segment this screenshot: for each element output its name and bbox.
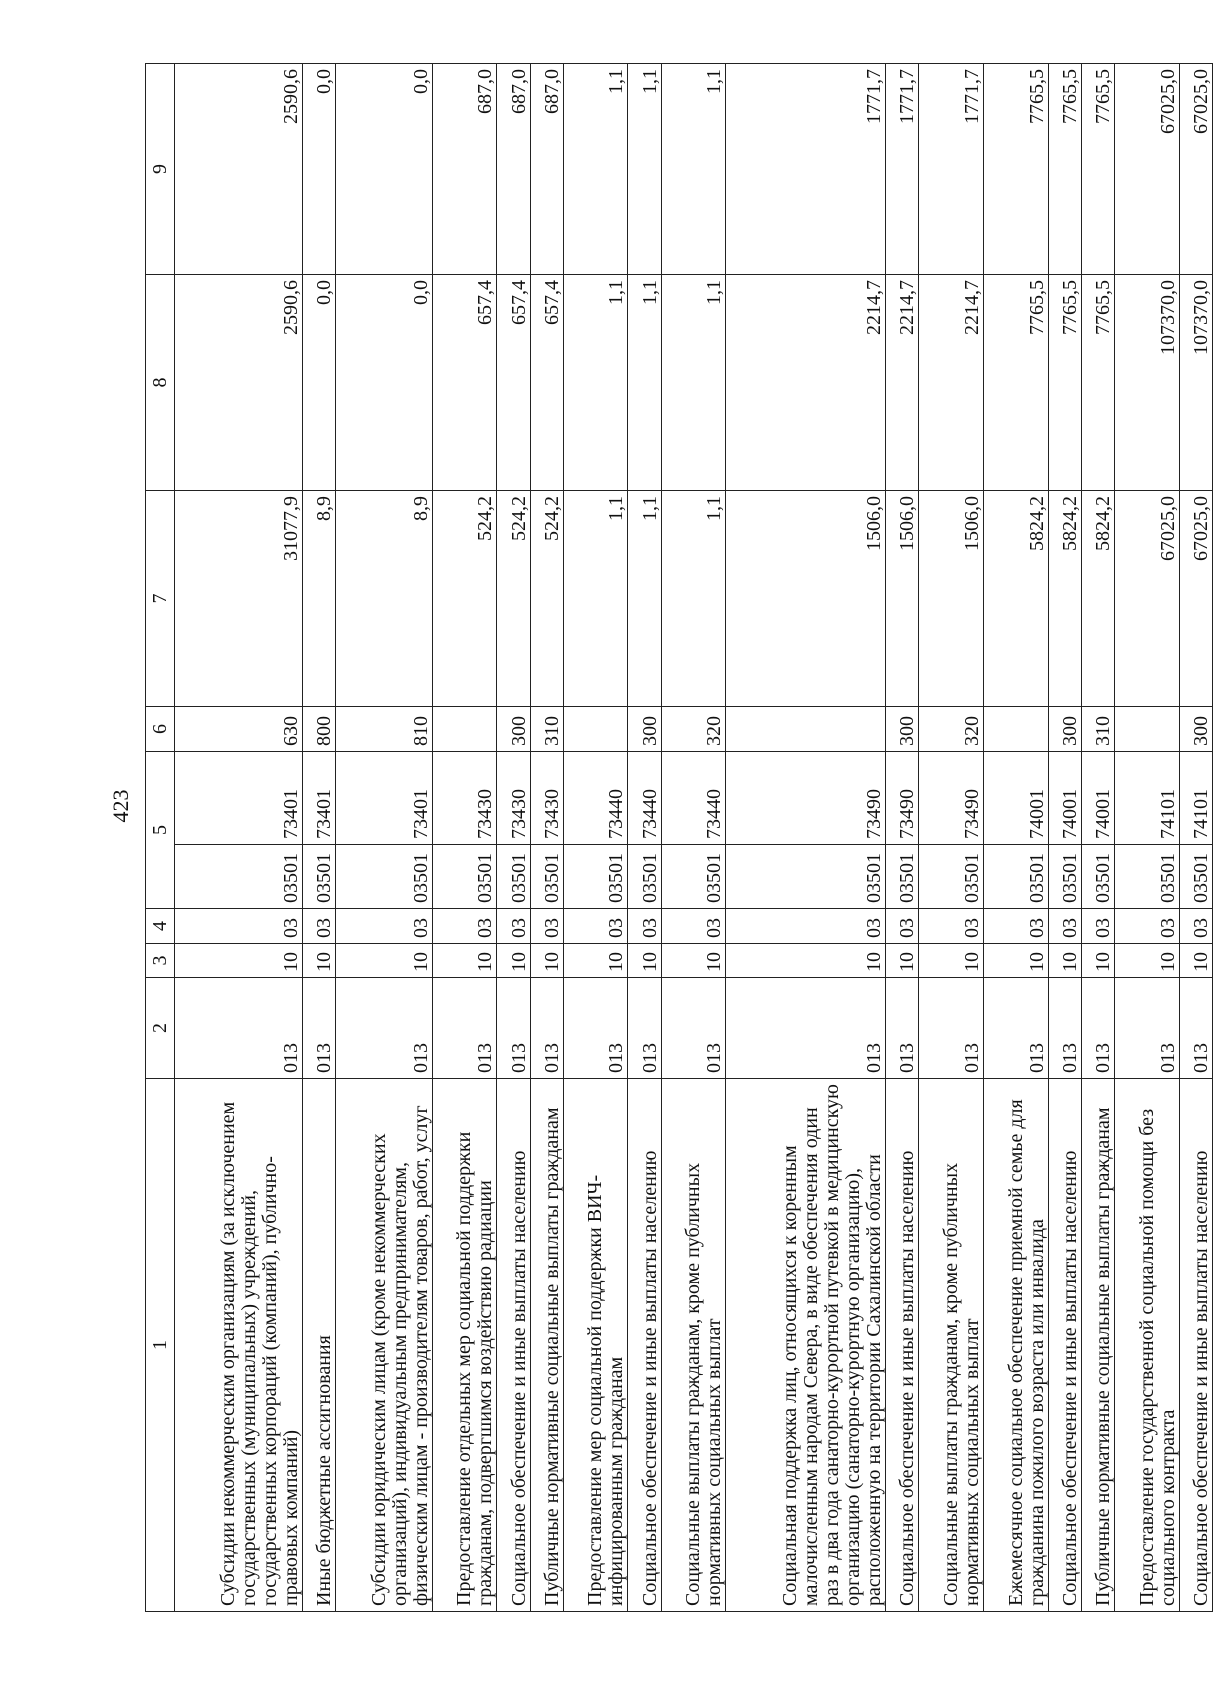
- row-name-cell: Социальная поддержка лиц, относящихся к коренным малочисленным народам Севера, в виде обеспечения один раз в два года санаторно-курортной путевкой в медицинскую организацию (санаторно-курортную организацию), расположенную на территории Сахалинской области: [726, 1079, 886, 1612]
- amount-col8-cell: 2214,7: [726, 275, 886, 491]
- row-name-cell: Социальное обеспечение и иные выплаты населению: [628, 1079, 661, 1612]
- amount-col8-cell: 1,1: [661, 275, 726, 491]
- expense-type-cell: 300: [886, 707, 919, 752]
- row-name-cell: Публичные нормативные социальные выплаты гражданам: [1081, 1079, 1114, 1612]
- program-code-cell: 03501: [563, 845, 628, 909]
- section-cell: 10: [983, 944, 1048, 978]
- amount-col8-cell: 657,4: [497, 275, 530, 491]
- subsection-cell: 03: [1179, 909, 1212, 944]
- section-cell: 10: [336, 944, 432, 978]
- ministry-code-cell: 013: [628, 978, 661, 1079]
- expense-type-cell: [983, 707, 1048, 752]
- row-name-cell: Ежемесячное социальное обеспечение приемной семье для гражданина пожилого возраста или инвалида: [983, 1079, 1048, 1612]
- table-row: [628, 64, 661, 1612]
- section-cell: 10: [661, 944, 726, 978]
- amount-col8-cell: 7765,5: [1048, 275, 1081, 491]
- subsection-cell: 03: [628, 909, 661, 944]
- program-code-cell: 03501: [983, 845, 1048, 909]
- row-name-cell: Предоставление мер социальной поддержки ВИЧ-инфицированным гражданам: [563, 1079, 628, 1612]
- table-row: [175, 64, 303, 1612]
- target-code-cell: 73401: [303, 752, 336, 845]
- program-code-cell: 03501: [1179, 845, 1212, 909]
- table-row: [1179, 64, 1212, 1612]
- subsection-cell: 03: [1114, 909, 1179, 944]
- target-code-cell: 74001: [1081, 752, 1114, 845]
- target-code-cell: 74001: [1048, 752, 1081, 845]
- amount-col9-cell: 1771,7: [886, 64, 919, 275]
- program-code-cell: 03501: [1048, 845, 1081, 909]
- amount-col7-cell: 67025,0: [1179, 491, 1212, 707]
- subsection-cell: 03: [530, 909, 563, 944]
- amount-col7-cell: 5824,2: [1081, 491, 1114, 707]
- expense-type-cell: 300: [497, 707, 530, 752]
- amount-col9-cell: 1,1: [628, 64, 661, 275]
- row-name-cell: Предоставление отдельных мер социальной поддержки гражданам, подвергшимся воздействию радиации: [432, 1079, 497, 1612]
- target-code-cell: 73401: [175, 752, 303, 845]
- header-cell: 8: [146, 275, 175, 491]
- amount-col9-cell: 7765,5: [983, 64, 1048, 275]
- table-body: [175, 64, 1213, 1612]
- amount-col8-cell: 0,0: [336, 275, 432, 491]
- amount-col7-cell: 1506,0: [886, 491, 919, 707]
- expense-type-cell: 810: [336, 707, 432, 752]
- expense-type-cell: 630: [175, 707, 303, 752]
- header-cell: 5: [146, 752, 175, 909]
- header-cell: 4: [146, 909, 175, 944]
- section-cell: 10: [886, 944, 919, 978]
- expense-type-cell: 310: [1081, 707, 1114, 752]
- amount-col7-cell: 31077,9: [175, 491, 303, 707]
- ministry-code-cell: 013: [1114, 978, 1179, 1079]
- amount-col7-cell: 1,1: [661, 491, 726, 707]
- amount-col9-cell: 687,0: [530, 64, 563, 275]
- target-code-cell: 73430: [432, 752, 497, 845]
- expense-type-cell: 320: [661, 707, 726, 752]
- subsection-cell: 03: [336, 909, 432, 944]
- row-name-cell: Социальные выплаты гражданам, кроме публичных нормативных социальных выплат: [661, 1079, 726, 1612]
- table-row: [1114, 64, 1179, 1612]
- program-code-cell: 03501: [919, 845, 984, 909]
- program-code-cell: 03501: [628, 845, 661, 909]
- amount-col7-cell: 524,2: [497, 491, 530, 707]
- expense-type-cell: [1114, 707, 1179, 752]
- ministry-code-cell: 013: [497, 978, 530, 1079]
- expense-type-cell: 800: [303, 707, 336, 752]
- target-code-cell: 74101: [1114, 752, 1179, 845]
- ministry-code-cell: 013: [530, 978, 563, 1079]
- table-row: [303, 64, 336, 1612]
- program-code-cell: 03501: [303, 845, 336, 909]
- amount-col8-cell: 7765,5: [983, 275, 1048, 491]
- amount-col8-cell: 2590,6: [175, 275, 303, 491]
- subsection-cell: 03: [726, 909, 886, 944]
- target-code-cell: 73490: [726, 752, 886, 845]
- amount-col7-cell: 8,9: [336, 491, 432, 707]
- program-code-cell: 03501: [530, 845, 563, 909]
- amount-col7-cell: 524,2: [432, 491, 497, 707]
- target-code-cell: 73401: [336, 752, 432, 845]
- amount-col9-cell: 7765,5: [1048, 64, 1081, 275]
- subsection-cell: 03: [1081, 909, 1114, 944]
- amount-col7-cell: 1,1: [628, 491, 661, 707]
- amount-col8-cell: 2214,7: [919, 275, 984, 491]
- program-code-cell: 03501: [1114, 845, 1179, 909]
- section-cell: 10: [530, 944, 563, 978]
- row-name-cell: Публичные нормативные социальные выплаты гражданам: [530, 1079, 563, 1612]
- target-code-cell: 73430: [530, 752, 563, 845]
- section-cell: 10: [432, 944, 497, 978]
- section-cell: 10: [1114, 944, 1179, 978]
- table-row: [886, 64, 919, 1612]
- amount-col9-cell: 0,0: [303, 64, 336, 275]
- program-code-cell: 03501: [661, 845, 726, 909]
- subsection-cell: 03: [303, 909, 336, 944]
- amount-col9-cell: 687,0: [497, 64, 530, 275]
- program-code-cell: 03501: [726, 845, 886, 909]
- expense-type-cell: [563, 707, 628, 752]
- table-row: [432, 64, 497, 1612]
- ministry-code-cell: 013: [1179, 978, 1212, 1079]
- amount-col9-cell: 1771,7: [726, 64, 886, 275]
- subsection-cell: 03: [175, 909, 303, 944]
- row-name-cell: Предоставление государственной социальной помощи без социального контракта: [1114, 1079, 1179, 1612]
- subsection-cell: 03: [661, 909, 726, 944]
- row-name-cell: Субсидии некоммерческим организациям (за исключением государственных (муниципальных) учреждений, государственных корпораций (компаний), публично-правовых компаний): [175, 1079, 303, 1612]
- ministry-code-cell: 013: [1048, 978, 1081, 1079]
- ministry-code-cell: 013: [919, 978, 984, 1079]
- row-name-cell: Социальное обеспечение и иные выплаты населению: [497, 1079, 530, 1612]
- subsection-cell: 03: [919, 909, 984, 944]
- target-code-cell: 73440: [661, 752, 726, 845]
- amount-col9-cell: 687,0: [432, 64, 497, 275]
- amount-col7-cell: 1506,0: [919, 491, 984, 707]
- header-cell: 7: [146, 491, 175, 707]
- row-name-cell: Социальные выплаты гражданам, кроме публичных нормативных социальных выплат: [919, 1079, 984, 1612]
- table-row: [661, 64, 726, 1612]
- expense-type-cell: 300: [1048, 707, 1081, 752]
- ministry-code-cell: 013: [175, 978, 303, 1079]
- amount-col9-cell: 7765,5: [1081, 64, 1114, 275]
- table-row: [983, 64, 1048, 1612]
- table-row: [530, 64, 563, 1612]
- amount-col9-cell: 1,1: [661, 64, 726, 275]
- expense-type-cell: [432, 707, 497, 752]
- amount-col9-cell: 0,0: [336, 64, 432, 275]
- target-code-cell: 73440: [563, 752, 628, 845]
- ministry-code-cell: 013: [886, 978, 919, 1079]
- target-code-cell: 73440: [628, 752, 661, 845]
- amount-col9-cell: 67025,0: [1179, 64, 1212, 275]
- row-name-cell: Социальное обеспечение и иные выплаты населению: [886, 1079, 919, 1612]
- amount-col7-cell: 1506,0: [726, 491, 886, 707]
- amount-col8-cell: 657,4: [530, 275, 563, 491]
- amount-col8-cell: 7765,5: [1081, 275, 1114, 491]
- section-cell: 10: [1048, 944, 1081, 978]
- amount-col8-cell: 107370,0: [1114, 275, 1179, 491]
- target-code-cell: 74101: [1179, 752, 1212, 845]
- subsection-cell: 03: [432, 909, 497, 944]
- ministry-code-cell: 013: [563, 978, 628, 1079]
- ministry-code-cell: 013: [1081, 978, 1114, 1079]
- amount-col8-cell: 107370,0: [1179, 275, 1212, 491]
- expense-type-cell: [726, 707, 886, 752]
- header-cell: 3: [146, 944, 175, 978]
- amount-col8-cell: 657,4: [432, 275, 497, 491]
- header-cell: 2: [146, 978, 175, 1079]
- subsection-cell: 03: [1048, 909, 1081, 944]
- page-number: 423: [108, 789, 133, 823]
- program-code-cell: 03501: [886, 845, 919, 909]
- amount-col7-cell: 1,1: [563, 491, 628, 707]
- program-code-cell: 03501: [497, 845, 530, 909]
- ministry-code-cell: 013: [983, 978, 1048, 1079]
- amount-col9-cell: 2590,6: [175, 64, 303, 275]
- header-row: [146, 64, 175, 1612]
- table-row: [1081, 64, 1114, 1612]
- section-cell: 10: [497, 944, 530, 978]
- ministry-code-cell: 013: [432, 978, 497, 1079]
- ministry-code-cell: 013: [726, 978, 886, 1079]
- amount-col9-cell: 1771,7: [919, 64, 984, 275]
- amount-col8-cell: 0,0: [303, 275, 336, 491]
- amount-col8-cell: 1,1: [628, 275, 661, 491]
- section-cell: 10: [303, 944, 336, 978]
- amount-col8-cell: 1,1: [563, 275, 628, 491]
- rotated-table-container: [145, 64, 1213, 1612]
- ministry-code-cell: 013: [303, 978, 336, 1079]
- program-code-cell: 03501: [175, 845, 303, 909]
- amount-col7-cell: 5824,2: [983, 491, 1048, 707]
- section-cell: 10: [919, 944, 984, 978]
- ministry-code-cell: 013: [336, 978, 432, 1079]
- expense-type-cell: 320: [919, 707, 984, 752]
- ministry-code-cell: 013: [661, 978, 726, 1079]
- table-row: [726, 64, 886, 1612]
- table-row: [1048, 64, 1081, 1612]
- section-cell: 10: [1179, 944, 1212, 978]
- row-name-cell: Иные бюджетные ассигнования: [303, 1079, 336, 1612]
- amount-col9-cell: 67025,0: [1114, 64, 1179, 275]
- section-cell: 10: [1081, 944, 1114, 978]
- amount-col7-cell: 5824,2: [1048, 491, 1081, 707]
- table-row: [919, 64, 984, 1612]
- target-code-cell: 73490: [886, 752, 919, 845]
- amount-col7-cell: 67025,0: [1114, 491, 1179, 707]
- row-name-cell: Социальное обеспечение и иные выплаты населению: [1179, 1079, 1212, 1612]
- header-cell: 1: [146, 1079, 175, 1612]
- expense-type-cell: 300: [628, 707, 661, 752]
- section-cell: 10: [726, 944, 886, 978]
- target-code-cell: 74001: [983, 752, 1048, 845]
- subsection-cell: 03: [563, 909, 628, 944]
- program-code-cell: 03501: [432, 845, 497, 909]
- header-cell: 6: [146, 707, 175, 752]
- expense-type-cell: 300: [1179, 707, 1212, 752]
- program-code-cell: 03501: [336, 845, 432, 909]
- subsection-cell: 03: [497, 909, 530, 944]
- target-code-cell: 73430: [497, 752, 530, 845]
- table-row: [336, 64, 432, 1612]
- table-row: [497, 64, 530, 1612]
- section-cell: 10: [563, 944, 628, 978]
- header-cell: 9: [146, 64, 175, 275]
- row-name-cell: Субсидии юридическим лицам (кроме некоммерческих организаций), индивидуальным предпринимателям, физическим лицам - производителям товаров, работ, услуг: [336, 1079, 432, 1612]
- section-cell: 10: [628, 944, 661, 978]
- amount-col9-cell: 1,1: [563, 64, 628, 275]
- subsection-cell: 03: [983, 909, 1048, 944]
- amount-col7-cell: 8,9: [303, 491, 336, 707]
- subsection-cell: 03: [886, 909, 919, 944]
- section-cell: 10: [175, 944, 303, 978]
- row-name-cell: Социальное обеспечение и иные выплаты населению: [1048, 1079, 1081, 1612]
- amount-col8-cell: 2214,7: [886, 275, 919, 491]
- program-code-cell: 03501: [1081, 845, 1114, 909]
- table-row: [563, 64, 628, 1612]
- budget-table: [145, 63, 1213, 1612]
- amount-col7-cell: 524,2: [530, 491, 563, 707]
- target-code-cell: 73490: [919, 752, 984, 845]
- expense-type-cell: 310: [530, 707, 563, 752]
